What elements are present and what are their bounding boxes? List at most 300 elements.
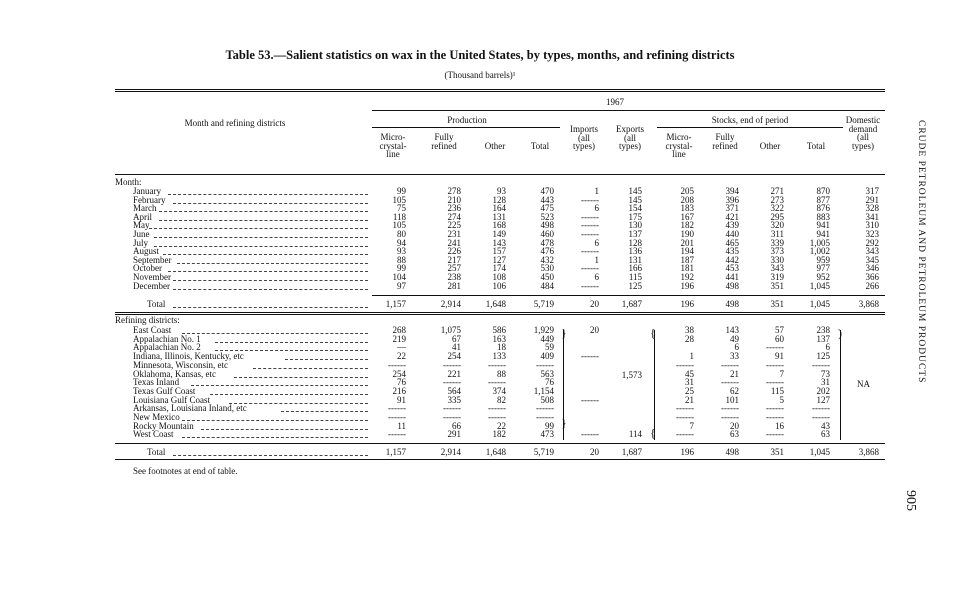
dot-leader xyxy=(168,271,368,272)
table-cell: 254 xyxy=(447,351,461,362)
table-cell: 114 xyxy=(628,429,642,440)
dot-leader xyxy=(182,437,368,438)
table-cell: 441 xyxy=(725,272,739,282)
brace-line-imports xyxy=(563,330,564,440)
dot-leader xyxy=(173,280,368,281)
table-cell: ------ xyxy=(676,359,694,370)
table-cell: 175 xyxy=(628,211,642,222)
table-cell: 523 xyxy=(540,211,554,222)
table-cell: 20 xyxy=(730,420,739,431)
table-cell: 1,075 xyxy=(440,325,461,335)
table-cell: 137 xyxy=(628,229,642,239)
district-imports-value: 20 xyxy=(590,325,599,335)
table-cell: 7 xyxy=(689,420,694,431)
table-cell: 208 xyxy=(680,194,694,205)
table-cell: 432 xyxy=(540,254,554,265)
table-cell: 473 xyxy=(540,429,554,440)
table-cell: 1,687 xyxy=(621,447,642,457)
table-cell: ------ xyxy=(443,412,461,422)
table-cell: 118 xyxy=(392,211,406,222)
table-cell: 310 xyxy=(865,220,879,231)
production-rule xyxy=(372,127,560,128)
table-cell: 196 xyxy=(680,447,694,457)
table-cell: 43 xyxy=(821,420,830,431)
table-cell: 343 xyxy=(865,246,879,257)
table-cell: ------ xyxy=(388,412,406,422)
table-cell: 266 xyxy=(865,280,879,291)
table-cell: 1,045 xyxy=(809,447,830,457)
table-cell: 5,719 xyxy=(533,447,554,457)
table-cell: 22 xyxy=(497,420,506,431)
table-cell: 21 xyxy=(730,368,739,379)
dot-leader xyxy=(285,359,368,360)
table-cell: ------ xyxy=(766,412,784,422)
row-label: Louisiana Gulf Coast xyxy=(133,394,210,405)
table-cell: 219 xyxy=(392,333,406,344)
table-cell: 374 xyxy=(492,385,506,396)
brace-exports-2: { xyxy=(650,426,656,440)
table-cell: ------ xyxy=(721,403,739,414)
table-cell: 164 xyxy=(492,203,506,214)
table-cell: 1,002 xyxy=(809,246,830,257)
section-district-label: Refining districts: xyxy=(115,315,180,325)
table-cell: 6 xyxy=(594,272,599,282)
table-cell: 952 xyxy=(816,272,830,282)
table-cell: 194 xyxy=(680,246,694,257)
table-cell: 238 xyxy=(816,325,830,335)
table-cell: 181 xyxy=(680,263,694,274)
row-label-header: Month and refining districts xyxy=(184,118,286,128)
table-cell: 409 xyxy=(540,351,554,362)
table-cell: ------ xyxy=(812,403,830,414)
table-cell: ------ xyxy=(581,194,599,205)
table-cell: ------ xyxy=(536,359,554,370)
micro-header: Micro- crystal- line xyxy=(379,132,407,159)
row-label: July xyxy=(133,237,149,248)
table-cell: 345 xyxy=(865,254,879,265)
table-cell: 127 xyxy=(816,394,830,405)
production-header: Production xyxy=(447,115,487,125)
table-cell: 127 xyxy=(492,254,506,265)
table-cell: 281 xyxy=(447,280,461,291)
dot-leader xyxy=(168,194,368,195)
exports-header: Exports (all types) xyxy=(616,124,644,151)
table-cell: 328 xyxy=(865,203,879,214)
month-total-rule xyxy=(115,312,885,313)
table-cell: 257 xyxy=(447,263,461,274)
table-cell: 351 xyxy=(770,280,784,291)
table-cell: 1,929 xyxy=(533,325,554,335)
table-cell: 183 xyxy=(680,203,694,214)
table-cell: ------ xyxy=(766,359,784,370)
stocks-rule xyxy=(657,127,843,128)
stocks-fully-header: Fully refined xyxy=(712,132,738,151)
dot-leader xyxy=(281,411,368,412)
table-cell: 136 xyxy=(628,246,642,257)
table-cell: 241 xyxy=(447,237,461,248)
table-cell: 323 xyxy=(865,229,879,239)
row-label: December xyxy=(133,280,170,291)
table-cell: 278 xyxy=(447,186,461,196)
table-cell: 115 xyxy=(770,385,784,396)
table-cell: 6 xyxy=(594,203,599,214)
table-cell: 1,648 xyxy=(485,299,506,309)
table-cell: 75 xyxy=(397,203,406,214)
brace-line-exports xyxy=(654,330,655,440)
table-cell: 7 xyxy=(779,368,784,379)
table-cell: 166 xyxy=(628,263,642,274)
table-cell: 190 xyxy=(680,229,694,239)
table-cell: 149 xyxy=(492,229,506,239)
brace-domestic: ) xyxy=(838,326,842,340)
table-cell: 563 xyxy=(540,368,554,379)
table-cell: ------ xyxy=(443,377,461,388)
table-cell: 498 xyxy=(540,220,554,231)
table-cell: 530 xyxy=(540,263,554,274)
page-number: 905 xyxy=(903,490,918,511)
dot-leader xyxy=(173,307,369,308)
row-label: Arkansas, Louisiana Inland, etc xyxy=(133,403,247,414)
table-cell: 80 xyxy=(397,229,406,239)
table-cell: 63 xyxy=(821,429,830,440)
stocks-micro-header: Micro- crystal- line xyxy=(665,132,693,159)
table-cell: 11 xyxy=(397,420,406,431)
table-cell: 130 xyxy=(628,220,642,231)
table-cell: 187 xyxy=(680,254,694,265)
table-cell: 3,868 xyxy=(858,299,879,309)
table-cell: 99 xyxy=(397,186,406,196)
stocks-total-header: Total xyxy=(806,141,826,151)
row-label: November xyxy=(133,272,171,282)
table-cell: ------ xyxy=(488,412,506,422)
table-cell: 45 xyxy=(685,368,694,379)
table-cell: 1,687 xyxy=(621,299,642,309)
table-cell: 41 xyxy=(452,342,461,353)
footnote: See footnotes at end of table. xyxy=(133,466,238,476)
table-cell: ------ xyxy=(388,359,406,370)
table-cell: 5,719 xyxy=(533,299,554,309)
dot-leader xyxy=(173,289,368,290)
table-cell: 317 xyxy=(865,186,879,196)
table-cell: 93 xyxy=(497,186,506,196)
table-cell: 94 xyxy=(397,237,406,248)
table-cell: 291 xyxy=(447,429,461,440)
table-cell: 99 xyxy=(397,263,406,274)
table-cell: 394 xyxy=(725,186,739,196)
row-label: West Coast xyxy=(133,429,174,440)
row-label: January xyxy=(133,186,161,196)
table-cell: — xyxy=(397,342,406,353)
table-cell: 470 xyxy=(540,186,554,196)
table-cell: 478 xyxy=(540,237,554,248)
table-cell: 870 xyxy=(816,186,830,196)
table-cell: 1 xyxy=(689,351,694,362)
dot-leader xyxy=(154,246,368,247)
district-exports-value: 1,573 xyxy=(621,370,642,380)
table-cell: 202 xyxy=(816,385,830,396)
table-cell: 226 xyxy=(447,246,461,257)
table-cell: 16 xyxy=(775,420,784,431)
table-cell: 439 xyxy=(725,220,739,231)
table-cell: 271 xyxy=(770,186,784,196)
row-label: Indiana, Illinois, Kentucky, etc xyxy=(133,351,244,362)
table-cell: 131 xyxy=(628,254,642,265)
table-cell: 498 xyxy=(725,447,739,457)
table-cell: 484 xyxy=(540,280,554,291)
dot-leader xyxy=(163,254,368,255)
table-cell: ------ xyxy=(812,359,830,370)
row-label: New Mexico xyxy=(133,412,180,422)
year-header: 1967 xyxy=(606,97,624,107)
table-cell: ------ xyxy=(443,359,461,370)
table-cell: ------ xyxy=(676,429,694,440)
table-cell: 105 xyxy=(392,220,406,231)
table-cell: ------ xyxy=(581,429,599,440)
table-cell: 128 xyxy=(492,194,506,205)
table-cell: 254 xyxy=(392,368,406,379)
table-cell: 76 xyxy=(545,377,554,388)
table-cell: 959 xyxy=(816,254,830,265)
table-cell: 238 xyxy=(447,272,461,282)
brace-line-domestic xyxy=(840,330,841,440)
table-cell: 883 xyxy=(816,211,830,222)
table-cell: 977 xyxy=(816,263,830,274)
table-cell: 396 xyxy=(725,194,739,205)
table-cell: 564 xyxy=(447,385,461,396)
row-label: February xyxy=(133,194,166,205)
top-rule xyxy=(115,89,885,90)
table-cell: ------ xyxy=(721,412,739,422)
row-label: August xyxy=(133,246,160,257)
table-cell: ------ xyxy=(488,377,506,388)
table-cell: 3,868 xyxy=(858,447,879,457)
table-cell: 182 xyxy=(492,429,506,440)
row-label: October xyxy=(133,263,162,274)
table-cell: 196 xyxy=(680,280,694,291)
table-cell: 167 xyxy=(680,211,694,222)
row-label: May xyxy=(133,220,150,231)
table-cell: 63 xyxy=(730,429,739,440)
table-cell: ------ xyxy=(766,429,784,440)
table-cell: 1,005 xyxy=(809,237,830,248)
table-cell: 1,154 xyxy=(533,385,554,396)
domestic-header: Domestic demand (all types) xyxy=(845,115,881,151)
table-cell: 101 xyxy=(725,394,739,405)
table-cell: 366 xyxy=(865,272,879,282)
table-cell: 1,157 xyxy=(385,299,406,309)
table-cell: 421 xyxy=(725,211,739,222)
dot-leader xyxy=(182,333,368,334)
dot-leader xyxy=(149,228,368,229)
table-cell: 311 xyxy=(770,229,784,239)
table-cell: ------ xyxy=(721,377,739,388)
table-cell: 273 xyxy=(770,194,784,205)
table-cell: 322 xyxy=(770,203,784,214)
table-cell: 125 xyxy=(816,351,830,362)
table-cell: 205 xyxy=(680,186,694,196)
total-header: Total xyxy=(530,141,550,151)
table-cell: 88 xyxy=(397,254,406,265)
table-cell: 231 xyxy=(447,229,461,239)
table-cell: 586 xyxy=(492,325,506,335)
table-cell: 196 xyxy=(680,299,694,309)
table-cell: 475 xyxy=(540,203,554,214)
row-label: Total xyxy=(147,447,166,457)
table-cell: 104 xyxy=(392,272,406,282)
table-cell: 93 xyxy=(397,246,406,257)
table-cell: 440 xyxy=(725,229,739,239)
row-label: Appalachian No. 1 xyxy=(133,333,201,344)
table-cell: 131 xyxy=(492,211,506,222)
dot-leader xyxy=(154,237,368,238)
table-cell: 6 xyxy=(734,342,739,353)
dot-leader xyxy=(173,455,369,456)
table-cell: 91 xyxy=(397,394,406,405)
table-cell: 163 xyxy=(492,333,506,344)
table-cell: 88 xyxy=(497,368,506,379)
table-cell: 346 xyxy=(865,263,879,274)
table-cell: ------ xyxy=(581,280,599,291)
row-label: June xyxy=(133,229,150,239)
table-cell: 268 xyxy=(392,325,406,335)
row-label: Texas Gulf Coast xyxy=(133,385,196,396)
table-cell: 21 xyxy=(685,394,694,405)
table-cell: ------ xyxy=(581,211,599,222)
table-cell: 31 xyxy=(821,377,830,388)
table-cell: 1,045 xyxy=(809,299,830,309)
table-cell: 137 xyxy=(816,333,830,344)
row-label: Total xyxy=(147,299,166,309)
table-cell: ------ xyxy=(388,429,406,440)
dot-leader xyxy=(234,377,368,378)
table-cell: ------ xyxy=(488,359,506,370)
table-cell: 192 xyxy=(680,272,694,282)
table-cell: 22 xyxy=(397,351,406,362)
table-cell: 335 xyxy=(447,394,461,405)
table-cell: 182 xyxy=(680,220,694,231)
table-cell: ------ xyxy=(766,403,784,414)
table-cell: 236 xyxy=(447,203,461,214)
dot-leader xyxy=(201,429,368,430)
dot-leader xyxy=(173,203,368,204)
table-cell: 453 xyxy=(725,263,739,274)
table-cell: ------ xyxy=(581,229,599,239)
table-cell: 201 xyxy=(680,237,694,248)
table-cell: 143 xyxy=(492,237,506,248)
table-cell: 217 xyxy=(447,254,461,265)
table-cell: 157 xyxy=(492,246,506,257)
table-cell: 66 xyxy=(452,420,461,431)
table-cell: 373 xyxy=(770,246,784,257)
dot-leader xyxy=(229,403,368,404)
bottom-rule xyxy=(115,459,885,460)
table-cell: 295 xyxy=(770,211,784,222)
row-label: Oklahoma, Kansas, etc xyxy=(133,368,216,379)
row-label: Minnesota, Wisconsin, etc xyxy=(133,359,228,370)
district-subtotal-rule xyxy=(115,443,885,444)
dot-leader xyxy=(177,263,368,264)
table-cell: ------ xyxy=(812,412,830,422)
table-cell: 216 xyxy=(392,385,406,396)
table-cell: 341 xyxy=(865,211,879,222)
table-cell: 465 xyxy=(725,237,739,248)
table-cell: 133 xyxy=(492,351,506,362)
table-cell: 108 xyxy=(492,272,506,282)
table-cell: ------ xyxy=(766,377,784,388)
table-cell: 99 xyxy=(545,420,554,431)
other-header: Other xyxy=(484,141,506,151)
table-cell: 498 xyxy=(725,299,739,309)
table-cell: 5 xyxy=(779,394,784,405)
dot-leader xyxy=(210,394,368,395)
table-cell: 105 xyxy=(392,194,406,205)
row-label: March xyxy=(133,203,157,214)
dot-leader xyxy=(253,368,369,369)
table-cell: ------ xyxy=(766,342,784,353)
table-title: Table 53.—Salient statistics on wax in the United States, by types, months, and refining districts xyxy=(225,48,735,62)
side-header xyxy=(898,120,938,420)
table-cell: ------ xyxy=(388,403,406,414)
table-cell: 877 xyxy=(816,194,830,205)
table-cell: 91 xyxy=(775,351,784,362)
table-cell: 442 xyxy=(725,254,739,265)
table-cell: 20 xyxy=(590,447,599,457)
table-cell: 145 xyxy=(628,186,642,196)
row-label: East Coast xyxy=(133,325,172,335)
row-label: April xyxy=(133,211,152,222)
district-domestic-value: NA xyxy=(857,379,870,389)
table-cell: 1 xyxy=(594,186,599,196)
table-cell: ------ xyxy=(676,412,694,422)
table-cell: ------ xyxy=(581,394,599,405)
table-cell: 25 xyxy=(685,385,694,396)
table-cell: 1,157 xyxy=(385,447,406,457)
brace-imports-1: } xyxy=(561,326,567,340)
table-cell: ------ xyxy=(581,246,599,257)
table-cell: 67 xyxy=(452,333,461,344)
table-cell: 60 xyxy=(775,333,784,344)
table-cell: 6 xyxy=(594,237,599,248)
row-label: Texas Inland xyxy=(133,377,180,388)
table-cell: 28 xyxy=(685,333,694,344)
month-total-rule-2 xyxy=(115,314,885,315)
header-bottom-rule xyxy=(115,174,885,175)
table-cell: 292 xyxy=(865,237,879,248)
dot-leader xyxy=(159,220,369,221)
table-subtitle: (Thousand barrels)¹ xyxy=(444,70,516,80)
table-cell: 143 xyxy=(725,325,739,335)
table-cell: 73 xyxy=(821,368,830,379)
table-cell: 330 xyxy=(770,254,784,265)
table-cell: ------ xyxy=(581,351,599,362)
table-cell: 1,045 xyxy=(809,280,830,291)
table-cell: 449 xyxy=(540,333,554,344)
table-cell: 351 xyxy=(770,447,784,457)
table-cell: 371 xyxy=(725,203,739,214)
table-cell: 2,914 xyxy=(440,299,461,309)
stocks-header: Stocks, end of period xyxy=(711,115,789,125)
table-cell: ------ xyxy=(676,403,694,414)
table-cell: 1,648 xyxy=(485,447,506,457)
table-cell: 97 xyxy=(397,280,406,291)
side-header-text: CRUDE PETROLEUM AND PETROLEUM PRODUCTS xyxy=(916,120,926,384)
table-cell: 57 xyxy=(775,325,784,335)
table-cell: 435 xyxy=(725,246,739,257)
table-cell: ------ xyxy=(581,263,599,274)
table-cell: 941 xyxy=(816,220,830,231)
stocks-other-header: Other xyxy=(759,141,781,151)
fully-header: Fully refined xyxy=(431,132,457,151)
